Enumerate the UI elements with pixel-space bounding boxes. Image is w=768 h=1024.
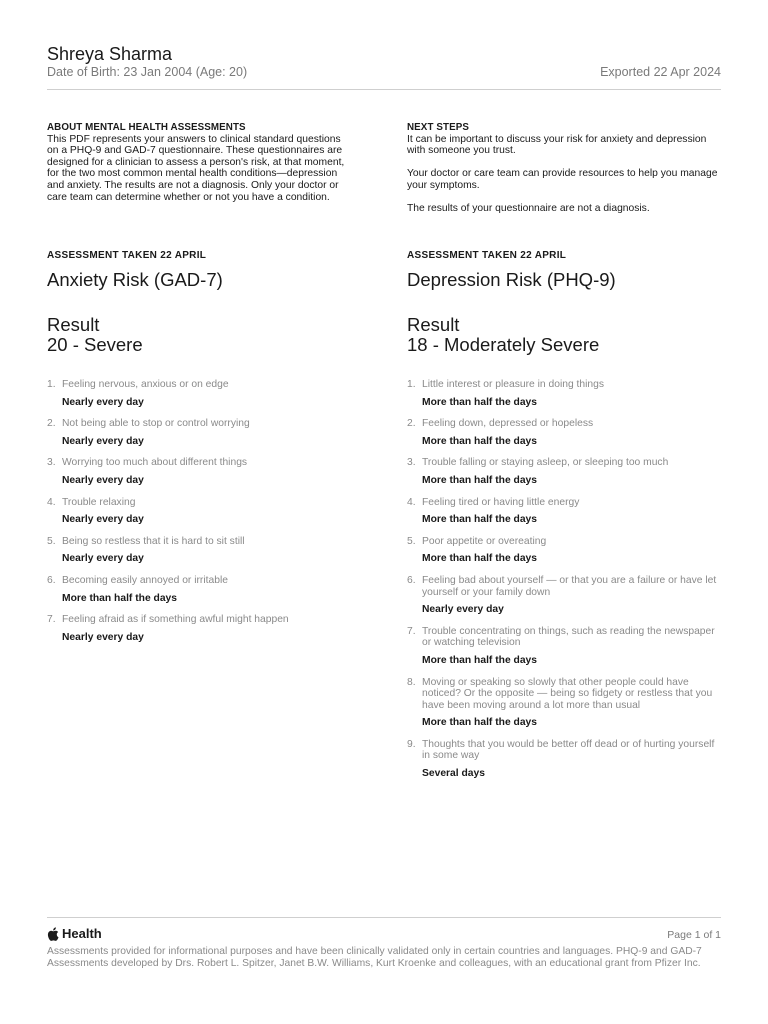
question-number: 2. [47, 418, 56, 430]
question-item [407, 379, 721, 408]
report-header [47, 44, 721, 90]
question-text: Not being able to stop or control worrying [62, 418, 250, 430]
result-label: Result [407, 314, 460, 335]
question-text: Feeling nervous, anxious or on edge [62, 379, 229, 390]
question-item [47, 418, 361, 447]
question-item [407, 418, 721, 447]
question-answer: Nearly every day [62, 631, 144, 643]
question-answer: More than half the days [422, 396, 538, 408]
question-number: 4. [407, 496, 416, 508]
assessment-date: ASSESSMENT TAKEN 22 APRIL [407, 250, 567, 261]
question-number: 5. [407, 535, 416, 547]
about-text: This PDF represents your answers to clinical standard questions on a PHQ-9 and GAD-7 questionnaire. These questionnaires are designed for a clinician to assess a person's risk, at that moment, for the two most common mental health conditions—depression and anxiety. The results are not a diagnosis. Only your doctor or care team can determine whether or not you have a condition. [47, 133, 345, 203]
question-text: Being so restless that it is hard to sit still [62, 535, 245, 547]
assessment-title: Depression Risk (PHQ-9) [407, 269, 616, 290]
next-steps-paragraph: It can be important to discuss your risk for anxiety and depression with someone you trust. [407, 133, 707, 157]
question-item [407, 457, 721, 486]
next-steps-section [407, 122, 721, 215]
health-report-page [47, 0, 721, 1024]
question-number: 6. [407, 574, 416, 586]
question-number: 1. [47, 379, 56, 390]
question-number: 8. [407, 676, 416, 688]
question-answer: More than half the days [422, 514, 538, 526]
question-item [407, 536, 721, 565]
question-text: Feeling bad about yourself — or that you are a failure or have let yourself or your family down [422, 574, 717, 598]
question-number: 1. [407, 379, 416, 390]
question-item [47, 536, 361, 565]
question-text: Feeling afraid as if something awful might happen [62, 614, 289, 626]
brand-label: Health [62, 926, 102, 941]
question-answer: Nearly every day [62, 435, 144, 447]
question-answer: More than half the days [422, 654, 538, 666]
next-steps-heading: NEXT STEPS [407, 122, 469, 133]
question-number: 9. [407, 738, 416, 750]
patient-name: Shreya Sharma [47, 44, 173, 64]
question-item [47, 379, 361, 408]
result-value: 18 - Moderately Severe [407, 334, 600, 355]
question-text: Feeling tired or having little energy [422, 496, 580, 508]
about-heading: ABOUT MENTAL HEALTH ASSESSMENTS [47, 122, 246, 133]
date-of-birth: Date of Birth: 23 Jan 2004 (Age: 20) [47, 65, 248, 79]
question-list [47, 379, 361, 643]
next-steps-paragraph: Your doctor or care team can provide resources to help you manage your symptoms. [407, 168, 718, 191]
question-answer: Nearly every day [62, 396, 144, 408]
question-number: 7. [47, 614, 56, 626]
question-number: 4. [47, 496, 56, 508]
question-answer: Nearly every day [62, 474, 144, 486]
question-text: Little interest or pleasure in doing things [422, 379, 605, 390]
question-text: Trouble concentrating on things, such as reading the newspaper or watching television [422, 625, 715, 649]
question-text: Feeling down, depressed or hopeless [422, 418, 594, 430]
question-number: 7. [407, 625, 416, 637]
export-date: Exported 22 Apr 2024 [600, 65, 721, 79]
question-number: 6. [47, 574, 56, 586]
gad7-assessment [47, 250, 361, 653]
health-brand [47, 926, 102, 941]
question-answer: Nearly every day [62, 514, 144, 526]
next-steps-body [407, 134, 721, 215]
report-footer [47, 917, 721, 969]
disclaimer: Assessments provided for informational purposes and have been clinically validated only in certain countries and languages. PHQ-9 and GAD-7 Assessments developed by Drs. Robert L. Spitzer, Janet B.W. Williams, Kurt Kroenke and colleagues, with an educational grant from Pfizer Inc. [47, 946, 702, 969]
question-answer: More than half the days [422, 474, 538, 486]
question-answer: More than half the days [422, 435, 538, 447]
question-text: Poor appetite or overeating [422, 535, 547, 547]
question-text: Moving or speaking so slowly that other people could have noticed? Or the opposite — being so fidgety or restless that you have been moving around a lot more than usual [422, 676, 713, 711]
assessment-title: Anxiety Risk (GAD-7) [47, 269, 223, 290]
assessment-date: ASSESSMENT TAKEN 22 APRIL [47, 250, 207, 261]
question-text: Worrying too much about different things [62, 457, 248, 469]
result-label: Result [47, 314, 100, 335]
question-item [407, 626, 721, 667]
question-item [407, 497, 721, 526]
question-answer: More than half the days [422, 717, 538, 729]
question-text: Becoming easily annoyed or irritable [62, 574, 228, 586]
question-item [47, 614, 361, 643]
page-number: Page 1 of 1 [667, 929, 721, 941]
question-number: 2. [407, 418, 416, 430]
result-value: 20 - Severe [47, 334, 143, 355]
next-steps-paragraph: The results of your questionnaire are not a diagnosis. [407, 203, 650, 215]
apple-logo-icon [47, 927, 59, 941]
question-answer: Several days [422, 768, 485, 780]
question-item [47, 457, 361, 486]
question-item [407, 677, 721, 729]
question-item [407, 575, 721, 616]
about-section [47, 122, 347, 203]
question-answer: More than half the days [62, 592, 178, 604]
question-item [47, 497, 361, 526]
question-answer: Nearly every day [422, 604, 504, 616]
question-number: 3. [47, 457, 56, 469]
about-body [47, 134, 347, 204]
phq9-assessment [407, 250, 721, 790]
question-number: 3. [407, 457, 416, 469]
question-text: Thoughts that you would be better off dead or of hurting yourself in some way [422, 738, 715, 762]
question-text: Trouble relaxing [62, 496, 136, 508]
question-item [407, 739, 721, 780]
question-answer: Nearly every day [62, 553, 144, 565]
question-number: 5. [47, 535, 56, 547]
question-item [47, 575, 361, 604]
question-answer: More than half the days [422, 553, 538, 565]
question-list [407, 379, 721, 780]
question-text: Trouble falling or staying asleep, or sleeping too much [422, 457, 669, 469]
